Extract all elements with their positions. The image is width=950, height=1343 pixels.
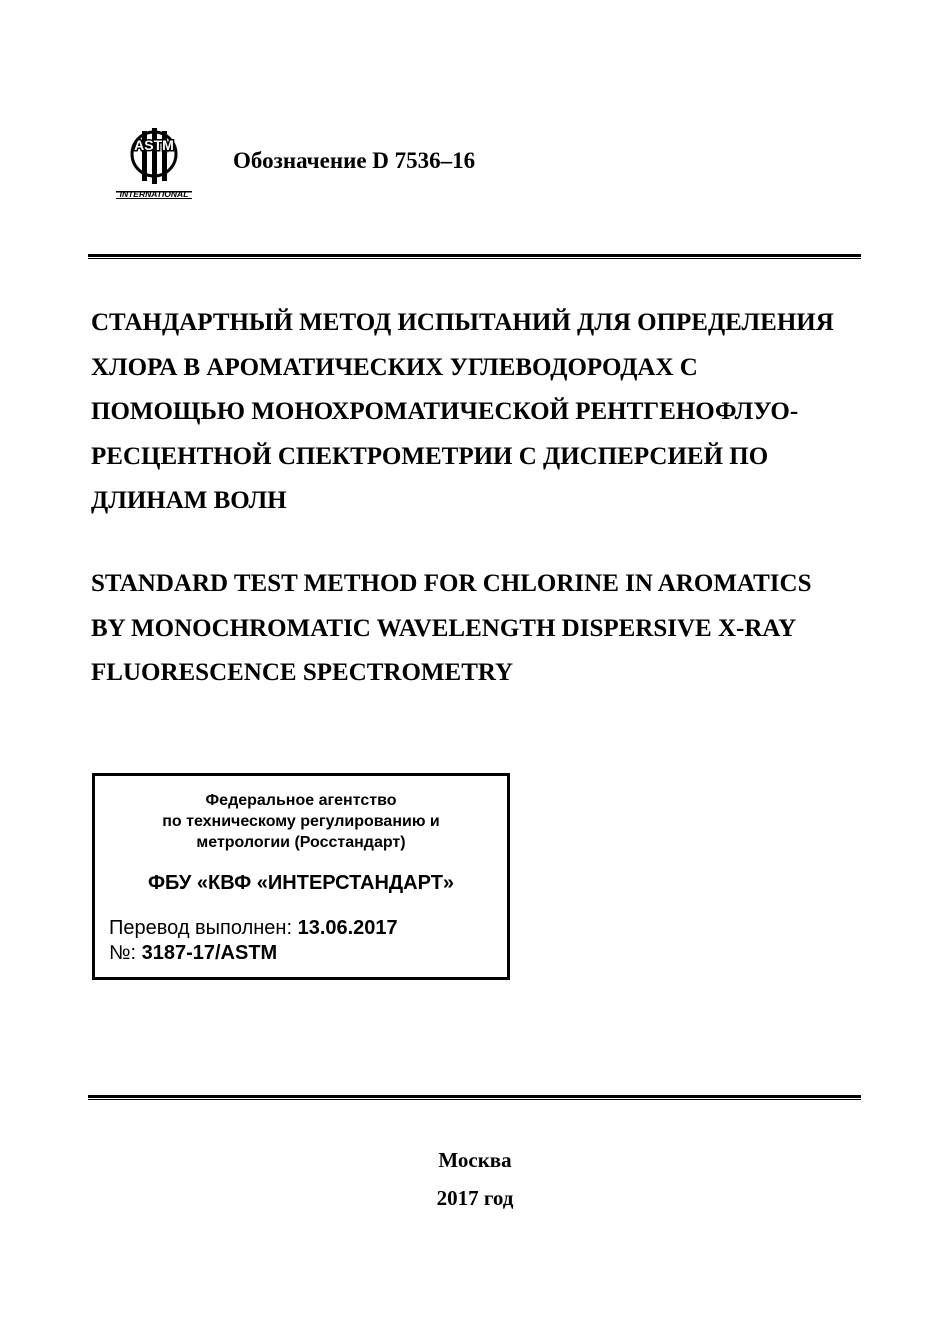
city: Москва [438,1148,512,1172]
russian-title-line: РЕСЦЕНТНОЙ СПЕКТРОМЕТРИИ С ДИСПЕРСИЕЙ ПО [91,442,769,470]
designation: Обозначение D 7536–16 [233,148,476,173]
english-title [91,562,859,696]
stamp-organization: ФБУ «КВФ «ИНТЕРСТАНДАРТ» [147,872,455,894]
stamp-number-line [109,942,277,965]
translation-label: Перевод выполнен: [109,917,293,939]
translation-stamp [92,773,510,980]
russian-title [91,301,859,524]
translation-date: 13.06.2017 [297,917,398,939]
svg-text:ASTM: ASTM [134,137,174,153]
logo-text: INTERNATIONAL [119,189,189,199]
year: 2017 год [436,1186,514,1210]
astm-logo [112,126,196,200]
bottom-divider [88,1095,861,1101]
english-title-line: STANDARD TEST METHOD FOR CHLORINE IN AROMATICS [91,570,812,597]
russian-title-line: ПОМОЩЬЮ МОНОХРОМАТИЧЕСКОЙ РЕНТГЕНОФЛУО- [91,398,799,425]
stamp-agency-line: Федеральное агентство [205,792,397,809]
english-title-line: BY MONOCHROMATIC WAVELENGTH DISPERSIVE X-RAY [91,614,797,642]
english-title-line: FLUORESCENCE SPECTROMETRY [91,659,514,686]
stamp-agency-line: метрологии (Росстандарт) [196,834,406,851]
russian-title-line: СТАНДАРТНЫЙ МЕТОД ИСПЫТАНИЙ ДЛЯ ОПРЕДЕЛЕНИЯ [91,309,834,336]
russian-title-line: ХЛОРА В АРОМАТИЧЕСКИХ УГЛЕВОДОРОДАХ С [91,353,698,381]
stamp-translation-line [109,917,398,940]
number-value: 3187-17/ASTM [141,942,278,964]
top-divider [88,254,861,260]
number-label: №: [109,942,137,964]
astm-logo-icon [112,126,196,200]
russian-title-line: ДЛИНАМ ВОЛН [91,487,287,514]
stamp-agency [95,790,507,853]
stamp-agency-line: по техническому регулированию и [162,813,440,830]
